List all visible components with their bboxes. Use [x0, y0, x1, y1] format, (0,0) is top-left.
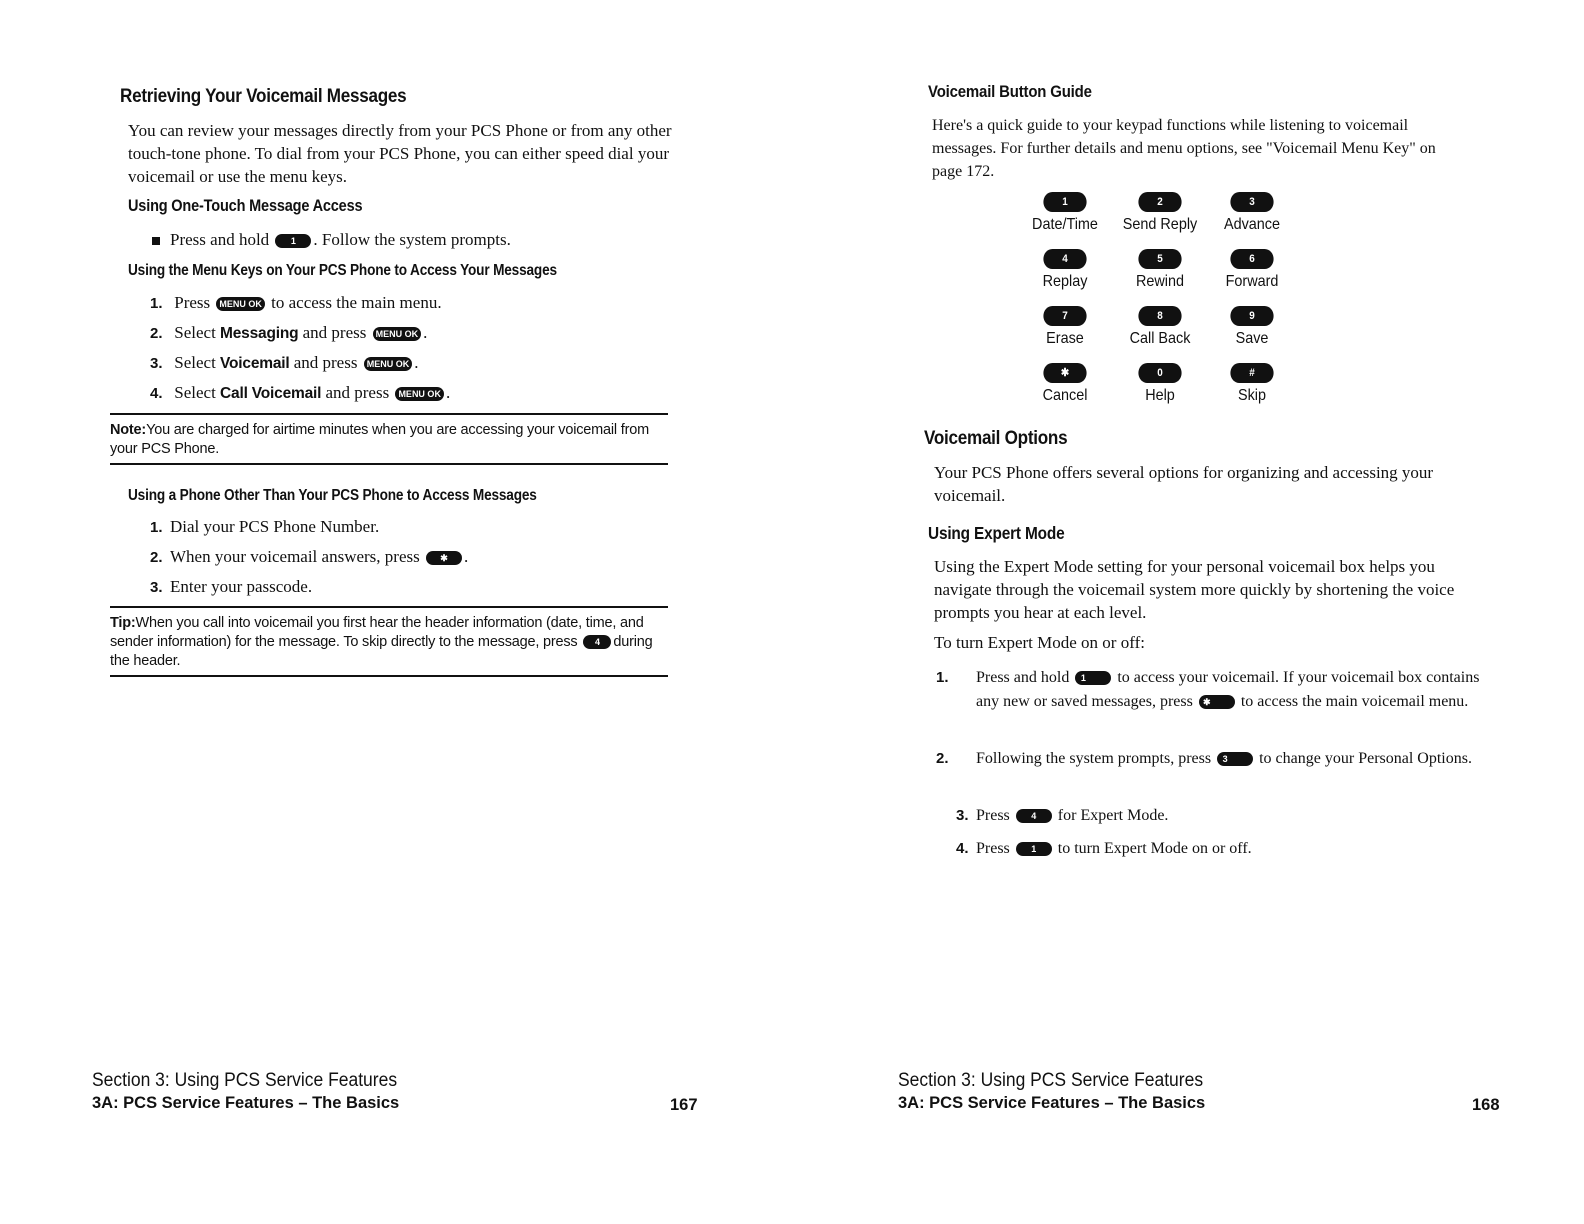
guide-button-replay: 4 Replay	[1022, 249, 1108, 291]
menu-ok-key-icon: MENU OK	[216, 297, 265, 311]
footer-subsection: 3A: PCS Service Features – The Basics	[92, 1094, 400, 1112]
key-1-icon: 1	[1075, 671, 1111, 685]
guide-button-rewind: 5 Rewind	[1117, 249, 1203, 291]
note-box	[110, 413, 668, 465]
menukeys-step-3: 3. Select Voicemail and press MENU OK .	[150, 353, 419, 372]
pound-key-icon: #	[1230, 363, 1273, 383]
key-1-icon: 1	[1043, 192, 1086, 212]
footer	[898, 1070, 1230, 1113]
footer	[92, 1070, 424, 1113]
guide-button-save: 9 Save	[1209, 306, 1295, 348]
right-page	[792, 0, 1584, 1224]
button-guide-intro: Here's a quick guide to your keypad functions while listening to voicemail messages. For further details and menu options, see "Voicemail Menu Key" on page 172.	[932, 117, 1436, 180]
key-4-icon: 4	[1043, 249, 1086, 269]
key-0-icon: 0	[1138, 363, 1181, 383]
footer-section: Section 3: Using PCS Service Features	[898, 1070, 1204, 1091]
expert-step-2: 2. Following the system prompts, press 3 to change your Personal Options.	[936, 750, 1472, 767]
expert-mode-heading: Using Expert Mode	[928, 523, 1065, 543]
guide-button-datetime: 1 Date/Time	[1022, 192, 1108, 234]
guide-button-forward: 6 Forward	[1209, 249, 1295, 291]
page-title: Retrieving Your Voicemail Messages	[120, 86, 407, 107]
other-phone-heading: Using a Phone Other Than Your PCS Phone to Access Messages	[128, 487, 537, 504]
guide-button-erase: 7 Erase	[1022, 306, 1108, 348]
star-key-icon: ✱	[426, 551, 462, 565]
key-3-icon: 3	[1217, 752, 1253, 766]
page-number: 168	[1472, 1096, 1500, 1114]
guide-button-help: 0 Help	[1117, 363, 1203, 405]
star-key-icon: ✱	[1043, 363, 1086, 383]
menukeys-heading: Using the Menu Keys on Your PCS Phone to Access Your Messages	[128, 262, 557, 279]
footer-section: Section 3: Using PCS Service Features	[92, 1070, 398, 1091]
key-8-icon: 8	[1138, 306, 1181, 326]
other-step-1: 1. Dial your PCS Phone Number.	[150, 517, 380, 536]
page-number: 167	[670, 1096, 698, 1114]
guide-button-skip: # Skip	[1209, 363, 1295, 405]
menu-ok-key-icon: MENU OK	[395, 387, 444, 401]
menu-ok-key-icon: MENU OK	[364, 357, 413, 371]
footer-subsection: 3A: PCS Service Features – The Basics	[898, 1094, 1206, 1112]
key-5-icon: 5	[1138, 249, 1181, 269]
other-step-3: 3. Enter your passcode.	[150, 577, 313, 596]
voicemail-options-heading: Voicemail Options	[924, 428, 1068, 449]
guide-button-advance: 3 Advance	[1209, 192, 1295, 234]
key-1-icon: 1	[275, 234, 311, 248]
bullet-square-icon	[152, 237, 160, 245]
menukeys-step-2: 2. Select Messaging and press MENU OK .	[150, 323, 428, 342]
menukeys-step-1: 1. Press MENU OK to access the main menu.	[150, 293, 442, 312]
menukeys-step-4: 4. Select Call Voicemail and press MENU OK .	[150, 383, 451, 402]
expert-step-3: 3. Press 4 for Expert Mode.	[956, 807, 1169, 824]
guide-button-call-back: 8 Call Back	[1117, 306, 1203, 348]
button-guide-heading: Voicemail Button Guide	[928, 82, 1092, 101]
note-text: You are charged for airtime minutes when you are accessing your voicemail from your PCS Phone.	[110, 422, 649, 457]
expert-step-1: 1. Press and hold 1 to access your voicemail. If your voicemail box contains any new or saved messages, press ✱ to access the main voicemail menu.	[936, 669, 1480, 710]
guide-button-cancel: ✱ Cancel	[1022, 363, 1108, 405]
onetouch-heading: Using One-Touch Message Access	[128, 197, 363, 215]
note-label: Note:	[110, 422, 147, 438]
key-3-icon: 3	[1230, 192, 1273, 212]
expert-mode-intro: Using the Expert Mode setting for your personal voicemail box helps you navigate through the voicemail system more quickly by shortening the voice prompts you hear at each level.	[934, 557, 1455, 622]
key-1-icon: 1	[1016, 842, 1052, 856]
guide-button-send-reply: 2 Send Reply	[1117, 192, 1203, 234]
menu-ok-key-icon: MENU OK	[373, 327, 422, 341]
key-9-icon: 9	[1230, 306, 1273, 326]
voicemail-options-intro: Your PCS Phone offers several options for organizing and accessing your voicemail.	[934, 463, 1434, 505]
tip-box: Tip:When you call into voicemail you first hear the header information (date, time, and sender information) for the message. To skip directly to the message, press 4 during the header.	[110, 606, 668, 677]
key-7-icon: 7	[1043, 306, 1086, 326]
expert-step-4: 4. Press 1 to turn Expert Mode on or off.	[956, 840, 1252, 857]
star-key-icon: ✱	[1199, 695, 1235, 709]
key-4-icon: 4	[1016, 809, 1052, 823]
key-2-icon: 2	[1138, 192, 1181, 212]
intro-paragraph: You can review your messages directly from your PCS Phone or from any other touch-tone phone. To dial from your PCS Phone, you can either speed dial your voicemail or use the menu keys.	[128, 121, 672, 186]
onetouch-bullet: Press and hold 1 . Follow the system prompts.	[152, 229, 511, 251]
other-step-2: 2. When your voicemail answers, press ✱ .	[150, 547, 469, 566]
tip-label: Tip:	[110, 615, 136, 631]
key-6-icon: 6	[1230, 249, 1273, 269]
expert-mode-lead: To turn Expert Mode on or off:	[934, 633, 1145, 652]
key-4-icon: 4	[583, 635, 611, 649]
